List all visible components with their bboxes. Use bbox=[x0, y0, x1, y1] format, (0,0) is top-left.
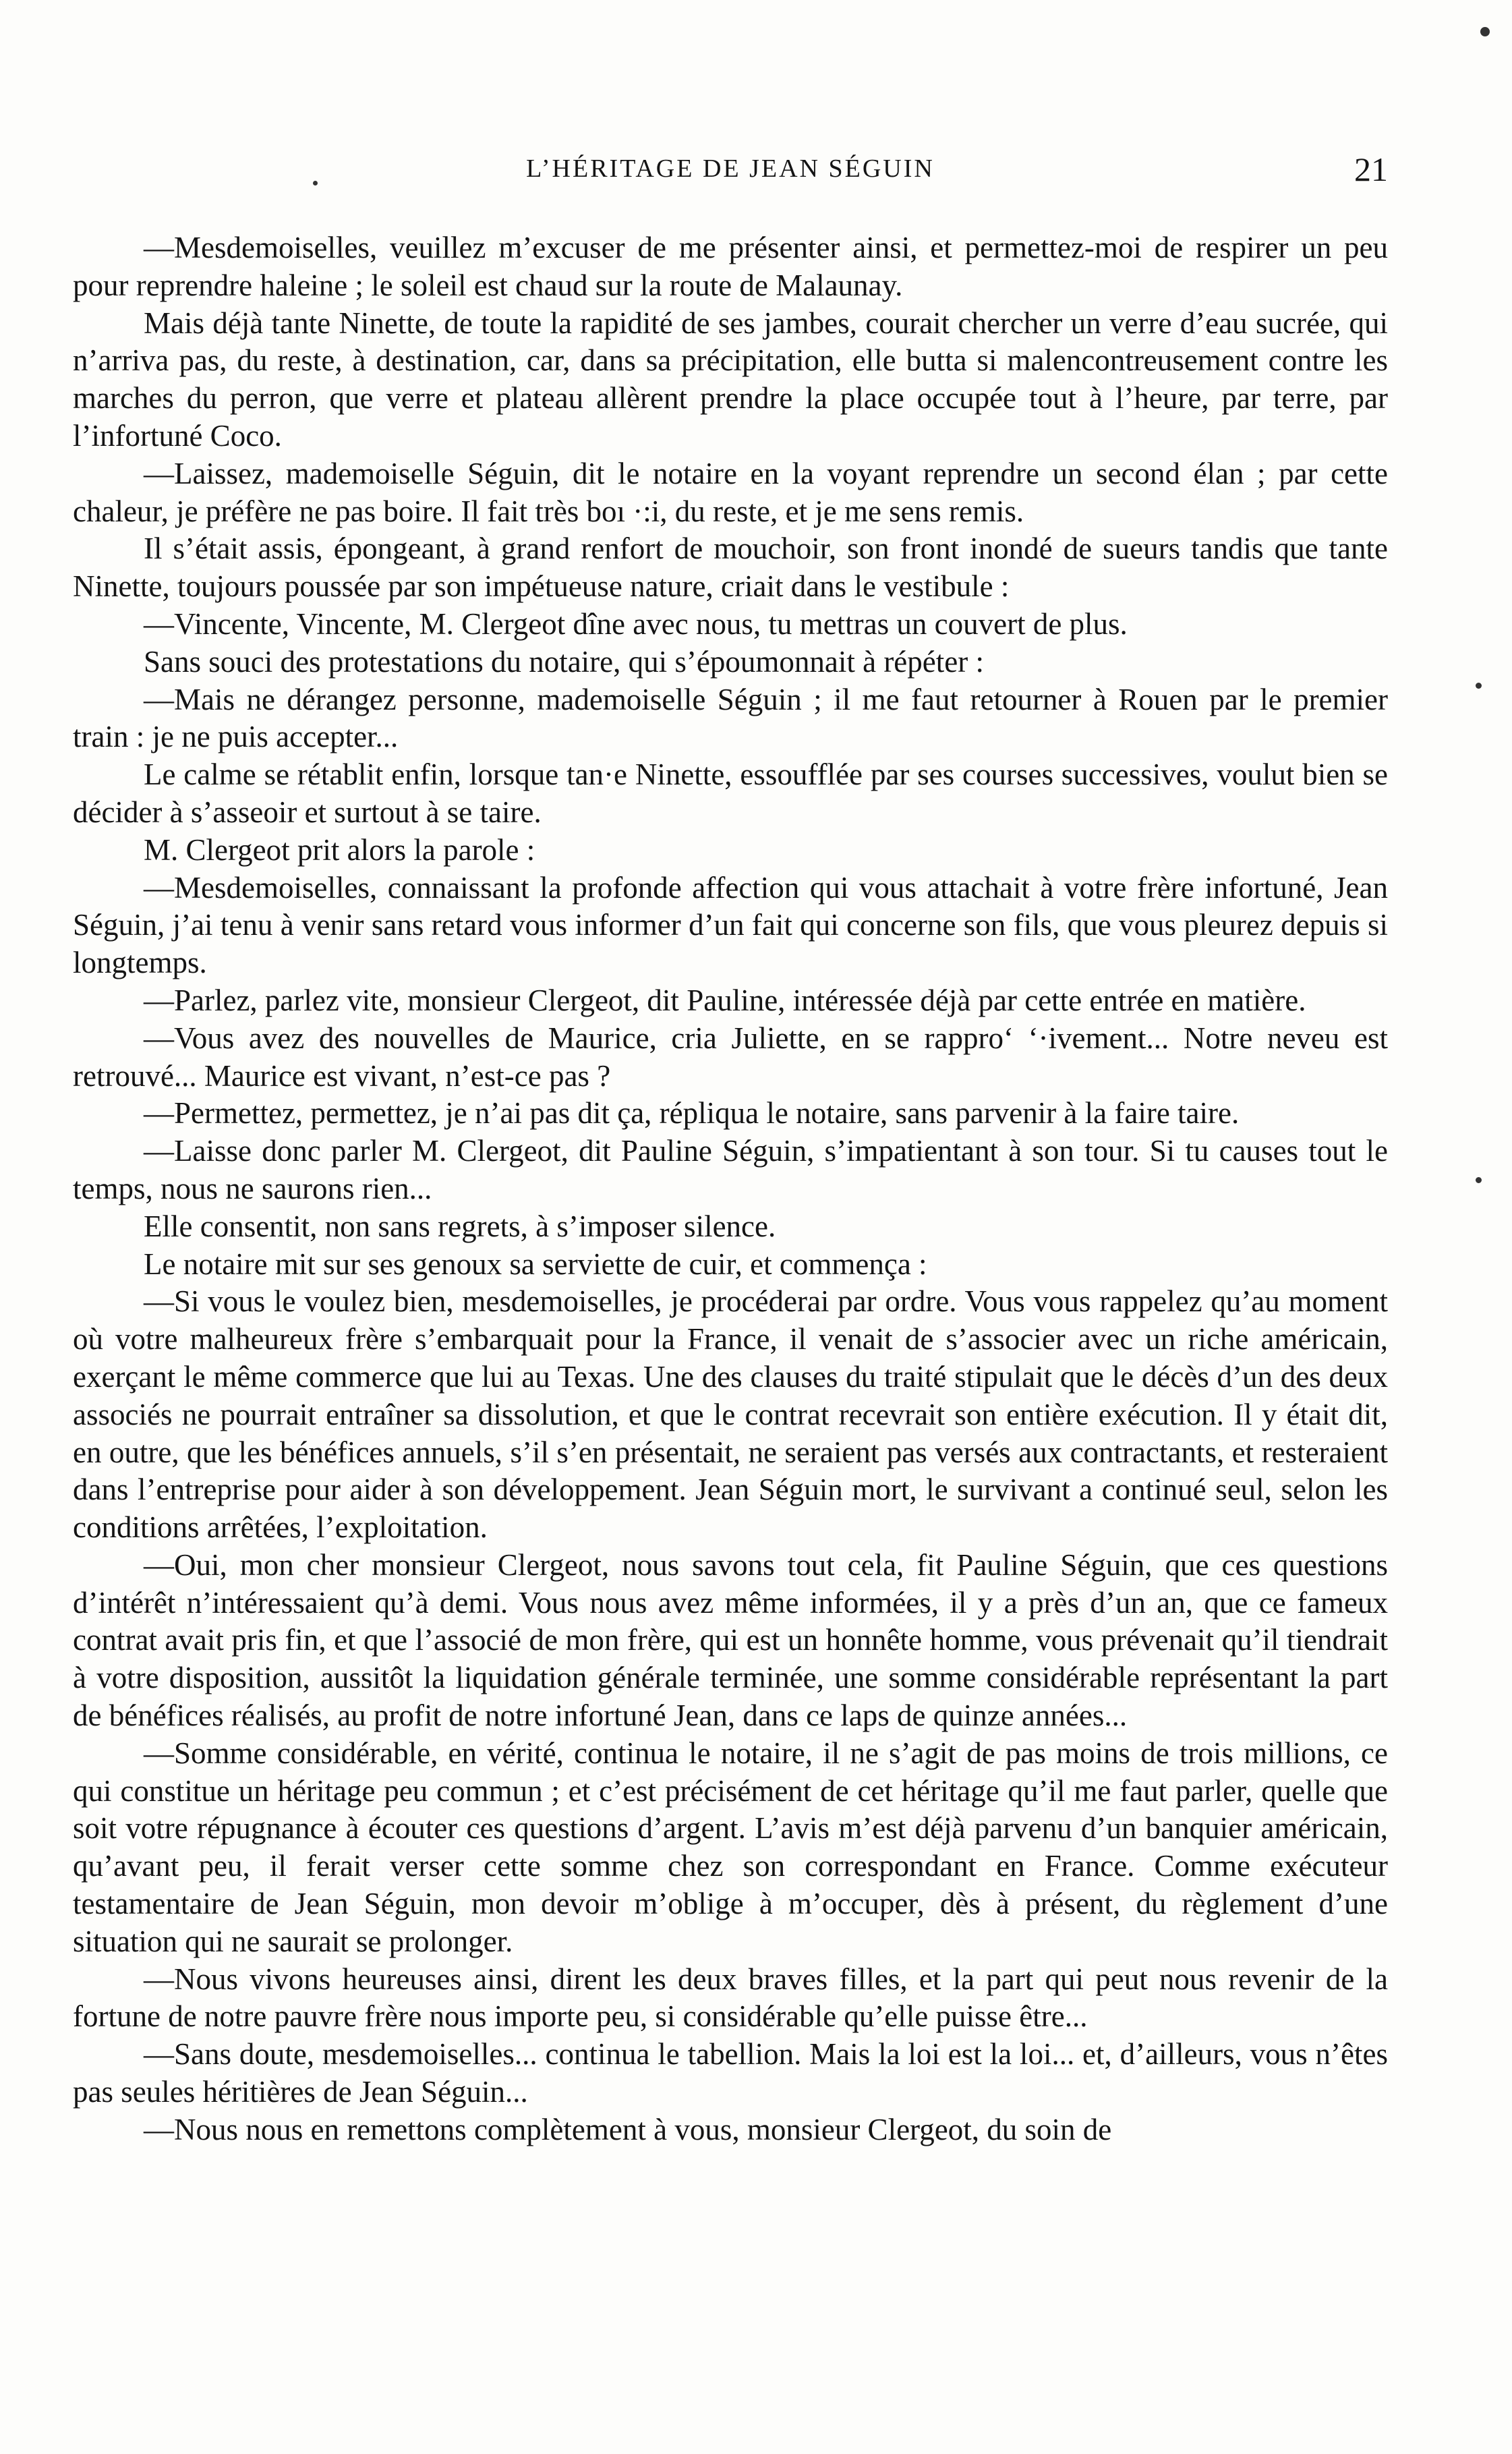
paragraph: —Somme considérable, en vérité, continua le notaire, il ne s’agit de pas moins de trois millions, ce qui constitue un héritage peu commun ; et c’est précisément de cet héritage qu’il me faut parler, quelle que soit votre répugnance à écouter ces questions d’argent. L’avis m’est déjà parvenu d’un banquier américain, qu’avant peu, il ferait verser cette somme chez son correspondant en France. Comme exécuteur testamentaire de Jean Séguin, mon devoir m’oblige à m’occuper, dès à présent, du règlement d’une situation qui ne saurait se prolonger. bbox=[73, 1736, 1388, 1958]
paragraph: Il s’était assis, épongeant, à grand renfort de mouchoir, son front inondé de sueurs tandis que tante Ninette, toujours poussée par son impétueuse nature, criait dans le vestibule : bbox=[73, 532, 1388, 604]
running-head bbox=[73, 150, 1388, 194]
body-text bbox=[73, 229, 1388, 2149]
paragraph: Le calme se rétablit enfin, lorsque tan·e Ninette, essoufflée par ses courses successives, voulut bien se décider à s’asseoir et surtout à se taire. bbox=[73, 758, 1388, 829]
paragraph: Elle consentit, non sans regrets, à s’imposer silence. bbox=[144, 1209, 776, 1243]
running-title: L’HÉRITAGE DE JEAN SÉGUIN bbox=[526, 154, 935, 183]
print-speck bbox=[1476, 1177, 1482, 1183]
print-speck bbox=[313, 181, 318, 186]
paragraph: Sans souci des protestations du notaire, qui s’époumonnait à répéter : bbox=[144, 644, 984, 679]
paragraph: —Vincente, Vincente, M. Clergeot dîne avec nous, tu mettras un couvert de plus. bbox=[144, 606, 1128, 641]
page-number: 21 bbox=[1354, 150, 1388, 188]
paragraph: —Permettez, permettez, je n’ai pas dit ça, répliqua le notaire, sans parvenir à la faire taire. bbox=[144, 1096, 1240, 1131]
paragraph: —Mesdemoiselles, veuillez m’excuser de me présenter ainsi, et permettez-moi de respirer un peu pour reprendre haleine ; le soleil est chaud sur la route de Malaunay. bbox=[73, 231, 1388, 302]
paragraph: Le notaire mit sur ses genoux sa serviette de cuir, et commença : bbox=[144, 1247, 927, 1281]
paragraph: Mais déjà tante Ninette, de toute la rapidité de ses jambes, courait chercher un verre d’eau sucrée, qui n’arriva pas, du reste, à destination, car, dans sa précipitation, elle butta si malencontreusement contre les marches du perron, que verre et plateau allèrent prendre la place occupée tout à l’heure, par terre, par l’infortuné Coco. bbox=[73, 306, 1388, 453]
paragraph: —Nous vivons heureuses ainsi, dirent les deux braves filles, et la part qui peut nous revenir de la fortune de notre pauvre frère nous importe peu, si considérable qu’elle puisse être... bbox=[73, 1962, 1388, 2034]
paragraph: —Oui, mon cher monsieur Clergeot, nous savons tout cela, fit Pauline Séguin, que ces questions d’intérêt n’intéressaient qu’à demi. Vous nous avez même informées, il y a près d’un an, que ce fameux contrat avait pris fin, et que l’associé de mon frère, qui est un honnête homme, vous prévenait qu’il tiendrait à votre disposition, aussitôt la liquidation générale terminée, une somme considérable représentant la part de bénéfices réalisés, au profit de notre infortuné Jean, dans ce laps de quinze années... bbox=[73, 1547, 1388, 1733]
paragraph: —Mais ne dérangez personne, mademoiselle Séguin ; il me faut retourner à Rouen par le premier train : je ne puis accepter... bbox=[73, 682, 1388, 754]
print-speck bbox=[1480, 27, 1490, 36]
paragraph: —Vous avez des nouvelles de Maurice, cria Juliette, en se rappro‘ ‘·ivement... Notre neveu est retrouvé... Maurice est vivant, n’est-ce pas ? bbox=[73, 1021, 1388, 1093]
paragraph: —Laissez, mademoiselle Séguin, dit le notaire en la voyant reprendre un second élan ; par cette chaleur, je préfère ne pas boire. Il fait très boı ·:i, du reste, et je me sens remis. bbox=[73, 456, 1388, 528]
paragraph: —Mesdemoiselles, connaissant la profonde affection qui vous attachait à votre frère infortuné, Jean Séguin, j’ai tenu à venir sans retard vous informer d’un fait qui concerne son fils, que vous pleurez depuis si longtemps. bbox=[73, 870, 1388, 980]
paragraph: —Laisse donc parler M. Clergeot, dit Pauline Séguin, s’impatientant à son tour. Si tu causes tout le temps, nous ne saurons rien... bbox=[73, 1134, 1388, 1205]
paragraph: —Si vous le voulez bien, mesdemoiselles, je procéderai par ordre. Vous vous rappelez qu’au moment où votre malheureux frère s’embarquait pour la France, il venait de s’associer avec un riche américain, exerçant le même commerce que lui au Texas. Une des clauses du traité stipulait que le décès d’un des deux associés ne pourrait entraîner sa dissolution, et que le contrat recevrait son entière exécution. Il y était dit, en outre, que les bénéfices annuels, s’il s’en présentait, ne seraient pas versés aux contractants, et resteraient dans l’entreprise pour aider à son développement. Jean Séguin mort, le survivant a continué seul, selon les conditions arrêtées, l’exploitation. bbox=[73, 1284, 1388, 1545]
paragraph: —Parlez, parlez vite, monsieur Clergeot, dit Pauline, intéressée déjà par cette entrée en matière. bbox=[144, 983, 1306, 1017]
paragraph: —Sans doute, mesdemoiselles... continua le tabellion. Mais la loi est la loi... et, d’ailleurs, vous n’êtes pas seules héritières de Jean Séguin... bbox=[73, 2037, 1388, 2109]
paragraph: —Nous nous en remettons complètement à vous, monsieur Clergeot, du soin de bbox=[144, 2112, 1112, 2146]
paragraph: M. Clergeot prit alors la parole : bbox=[144, 832, 535, 867]
print-speck bbox=[1476, 683, 1482, 689]
